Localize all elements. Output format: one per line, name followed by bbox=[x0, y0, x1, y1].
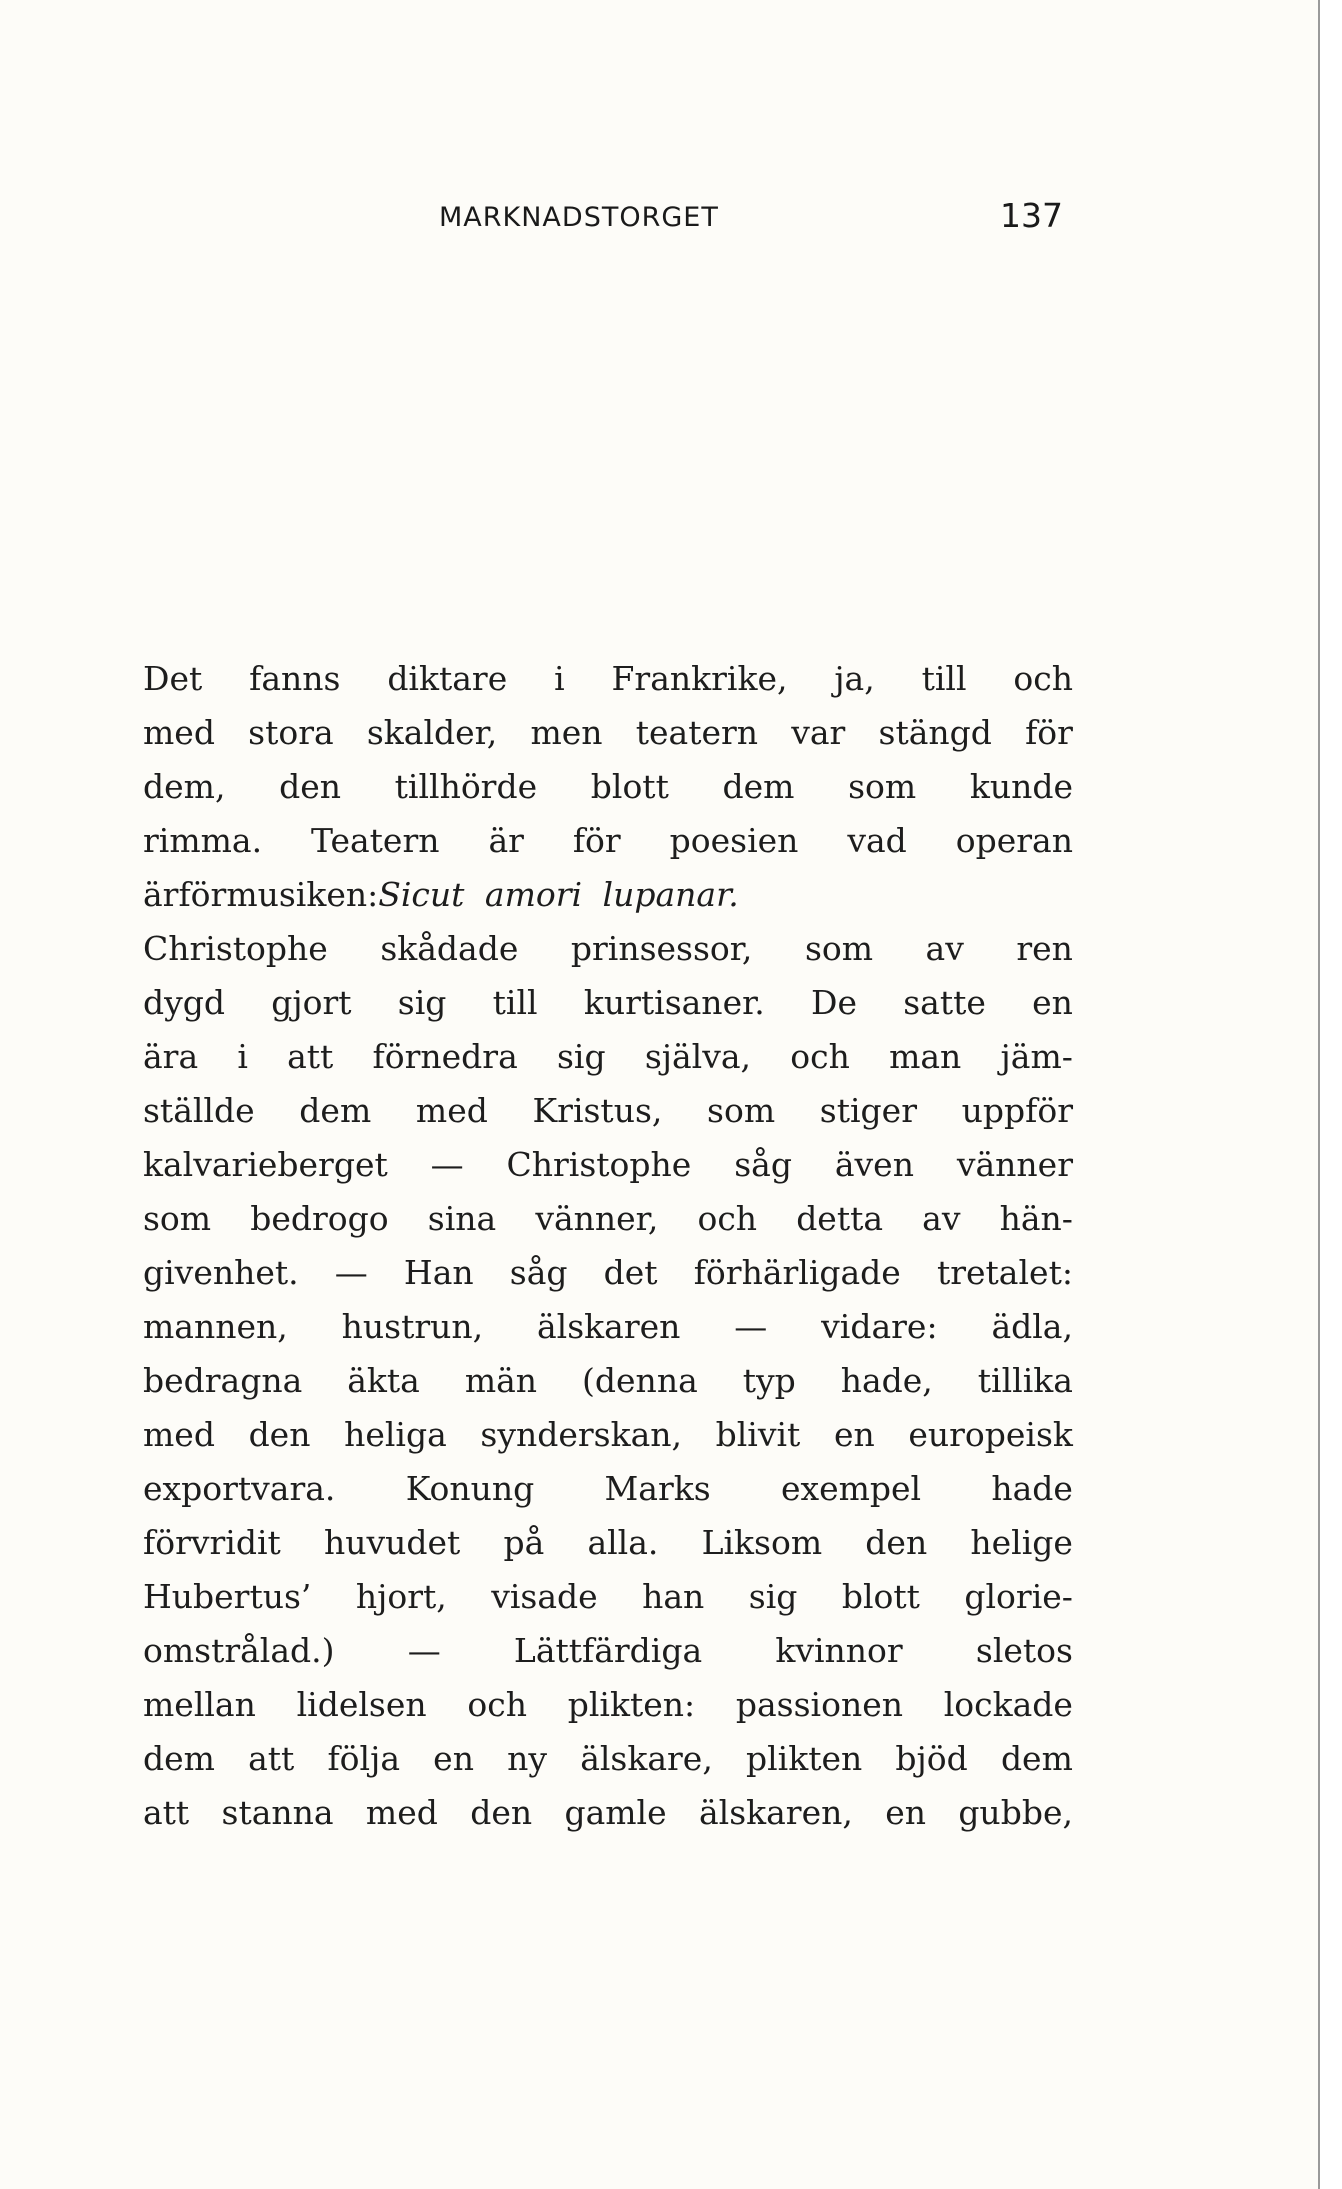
word: den bbox=[865, 1523, 928, 1562]
word: även bbox=[834, 1145, 914, 1184]
word: vidare: bbox=[821, 1307, 938, 1346]
running-head: MARKNADSTORGET bbox=[439, 202, 719, 233]
word: på bbox=[503, 1523, 545, 1562]
word: bjöd bbox=[895, 1739, 968, 1778]
word: tillika bbox=[977, 1361, 1073, 1400]
word: i bbox=[554, 659, 565, 698]
word: en bbox=[833, 1415, 875, 1454]
word: vänner bbox=[956, 1145, 1073, 1184]
word: gamle bbox=[564, 1793, 667, 1832]
word: diktare bbox=[387, 659, 508, 698]
word: satte bbox=[903, 983, 986, 1022]
text-line bbox=[143, 1462, 1073, 1516]
word: och bbox=[790, 1037, 850, 1076]
word: exportvara. bbox=[143, 1469, 336, 1508]
word: var bbox=[791, 713, 846, 752]
text-line bbox=[143, 760, 1073, 814]
word: att bbox=[143, 1793, 190, 1832]
word: sina bbox=[427, 1199, 497, 1238]
word: blivit bbox=[715, 1415, 801, 1454]
word: Christophe bbox=[506, 1145, 692, 1184]
word: han bbox=[642, 1577, 705, 1616]
word: sig bbox=[748, 1577, 798, 1616]
word: hän- bbox=[999, 1199, 1073, 1238]
text-line bbox=[143, 814, 1073, 868]
word: lockade bbox=[943, 1685, 1073, 1724]
word: följa bbox=[327, 1739, 401, 1778]
text-line bbox=[143, 1138, 1073, 1192]
word: hade bbox=[991, 1469, 1073, 1508]
word: (denna bbox=[582, 1361, 698, 1400]
word: kunde bbox=[969, 767, 1073, 806]
word: män bbox=[464, 1361, 538, 1400]
word: är bbox=[488, 821, 524, 860]
word: ära bbox=[143, 1037, 199, 1076]
word: Lättfärdiga bbox=[513, 1631, 703, 1670]
scan-margin bbox=[1320, 0, 1342, 2189]
word: visade bbox=[491, 1577, 598, 1616]
word: sig bbox=[397, 983, 447, 1022]
body-text bbox=[143, 652, 1073, 1840]
word: hade, bbox=[840, 1361, 933, 1400]
word: av bbox=[925, 929, 964, 968]
text-line bbox=[143, 868, 1073, 922]
word: det bbox=[603, 1253, 658, 1292]
word: för bbox=[572, 821, 621, 860]
text-line bbox=[143, 1570, 1073, 1624]
word: Marks bbox=[604, 1469, 711, 1508]
word: teatern bbox=[635, 713, 759, 752]
word: gjort bbox=[271, 983, 352, 1022]
word: blott bbox=[590, 767, 669, 806]
word: hjort, bbox=[355, 1577, 447, 1616]
word: att bbox=[287, 1037, 334, 1076]
word: med bbox=[365, 1793, 438, 1832]
word: Liksom bbox=[701, 1523, 823, 1562]
word: dem, bbox=[143, 767, 226, 806]
word: men bbox=[530, 713, 603, 752]
word: den bbox=[248, 1415, 311, 1454]
text-line bbox=[143, 1084, 1073, 1138]
word: Sicut amori lupanar. bbox=[378, 875, 739, 914]
word: ställde bbox=[143, 1091, 255, 1130]
word: såg bbox=[734, 1145, 792, 1184]
word: själva, bbox=[644, 1037, 752, 1076]
text-line bbox=[143, 1516, 1073, 1570]
word: prinsessor, bbox=[570, 929, 753, 968]
word: som bbox=[143, 1199, 212, 1238]
word: mannen, bbox=[143, 1307, 288, 1346]
word: som bbox=[848, 767, 917, 806]
word: Hubertus’ bbox=[143, 1577, 312, 1616]
word: gubbe, bbox=[958, 1793, 1073, 1832]
text-line bbox=[143, 1678, 1073, 1732]
word: givenhet. bbox=[143, 1253, 299, 1292]
word: hustrun, bbox=[341, 1307, 484, 1346]
word: dem bbox=[299, 1091, 372, 1130]
text-line bbox=[143, 706, 1073, 760]
text-line bbox=[143, 1246, 1073, 1300]
text-line bbox=[143, 1732, 1073, 1786]
word: Konung bbox=[405, 1469, 535, 1508]
word: poesien bbox=[669, 821, 799, 860]
word: ren bbox=[1016, 929, 1073, 968]
word: som bbox=[804, 929, 874, 968]
word: vad bbox=[847, 821, 907, 860]
word: — bbox=[334, 1253, 368, 1292]
word: glorie- bbox=[964, 1577, 1073, 1616]
word: lidelsen bbox=[296, 1685, 427, 1724]
word: plikten bbox=[745, 1739, 863, 1778]
text-line bbox=[143, 1030, 1073, 1084]
word: i bbox=[237, 1037, 248, 1076]
word: en bbox=[1032, 983, 1073, 1022]
word: med bbox=[143, 713, 215, 752]
word: kvinnor bbox=[775, 1631, 903, 1670]
word: skalder, bbox=[366, 713, 498, 752]
word: och bbox=[467, 1685, 527, 1724]
word: förhärligade bbox=[693, 1253, 901, 1292]
word: Han bbox=[403, 1253, 474, 1292]
word: huvudet bbox=[323, 1523, 461, 1562]
word: Det bbox=[143, 659, 203, 698]
word: vänner, bbox=[535, 1199, 659, 1238]
word: stiger bbox=[819, 1091, 917, 1130]
word: mellan bbox=[143, 1685, 256, 1724]
text-line bbox=[143, 652, 1073, 706]
word: Christophe bbox=[143, 929, 328, 968]
word: till bbox=[921, 659, 967, 698]
word: dygd bbox=[143, 983, 226, 1022]
word: exempel bbox=[780, 1469, 922, 1508]
word: helige bbox=[970, 1523, 1073, 1562]
word: stanna bbox=[221, 1793, 334, 1832]
word: för bbox=[178, 875, 227, 914]
word: den bbox=[470, 1793, 533, 1832]
text-line bbox=[143, 1624, 1073, 1678]
word: som bbox=[707, 1091, 776, 1130]
word: älskaren, bbox=[698, 1793, 853, 1832]
word: en bbox=[885, 1793, 926, 1832]
word: såg bbox=[509, 1253, 568, 1292]
word: en bbox=[433, 1739, 474, 1778]
word: europeisk bbox=[908, 1415, 1073, 1454]
word: kalvarieberget bbox=[143, 1145, 388, 1184]
text-line bbox=[143, 922, 1073, 976]
word: rimma. bbox=[143, 821, 263, 860]
word: skådade bbox=[380, 929, 519, 968]
word: synderskan, bbox=[480, 1415, 683, 1454]
word: musiken: bbox=[226, 875, 379, 914]
word: av bbox=[922, 1199, 961, 1238]
word: tretalet: bbox=[936, 1253, 1073, 1292]
word: Frankrike, bbox=[611, 659, 788, 698]
word: typ bbox=[742, 1361, 796, 1400]
word: omstrålad.) bbox=[143, 1631, 335, 1670]
word: äkta bbox=[347, 1361, 420, 1400]
word: alla. bbox=[587, 1523, 659, 1562]
word: — bbox=[407, 1631, 441, 1670]
text-line bbox=[143, 1408, 1073, 1462]
word: dem bbox=[143, 1739, 215, 1778]
word: för bbox=[1025, 713, 1073, 752]
text-line bbox=[143, 1300, 1073, 1354]
word: tillhörde bbox=[394, 767, 538, 806]
word: man bbox=[889, 1037, 962, 1076]
word: blott bbox=[841, 1577, 920, 1616]
word: den bbox=[279, 767, 341, 806]
word: sletos bbox=[975, 1631, 1073, 1670]
text-line bbox=[143, 1192, 1073, 1246]
word: dem bbox=[1000, 1739, 1073, 1778]
word: och bbox=[1013, 659, 1073, 698]
word: förnedra bbox=[372, 1037, 518, 1076]
word: sig bbox=[556, 1037, 606, 1076]
word: ädla, bbox=[991, 1307, 1073, 1346]
text-line bbox=[143, 1354, 1073, 1408]
word: bedragna bbox=[143, 1361, 303, 1400]
word: ny bbox=[507, 1739, 548, 1778]
word: älskare, bbox=[580, 1739, 713, 1778]
word: med bbox=[143, 1415, 215, 1454]
page-number: 137 bbox=[1000, 196, 1063, 235]
word: Kristus, bbox=[532, 1091, 663, 1130]
word: plikten: bbox=[567, 1685, 696, 1724]
word: till bbox=[492, 983, 538, 1022]
word: är bbox=[143, 875, 179, 914]
word: — bbox=[734, 1307, 768, 1346]
word: att bbox=[248, 1739, 295, 1778]
word: kurtisaner. bbox=[583, 983, 765, 1022]
word: ja, bbox=[834, 659, 875, 698]
word: jäm- bbox=[1000, 1037, 1073, 1076]
word: dem bbox=[722, 767, 795, 806]
word: — bbox=[430, 1145, 464, 1184]
word: passionen bbox=[735, 1685, 903, 1724]
text-line bbox=[143, 1786, 1073, 1840]
word: heliga bbox=[344, 1415, 447, 1454]
word: med bbox=[415, 1091, 488, 1130]
word: operan bbox=[955, 821, 1073, 860]
word: De bbox=[810, 983, 857, 1022]
word: stängd bbox=[878, 713, 992, 752]
word: förvridit bbox=[143, 1523, 281, 1562]
word: bedrogo bbox=[250, 1199, 389, 1238]
word: stora bbox=[248, 713, 334, 752]
word: Teatern bbox=[311, 821, 440, 860]
word: detta bbox=[796, 1199, 884, 1238]
text-line bbox=[143, 976, 1073, 1030]
word: uppför bbox=[961, 1091, 1073, 1130]
word: och bbox=[697, 1199, 758, 1238]
word: fanns bbox=[249, 659, 341, 698]
word: älskaren bbox=[536, 1307, 681, 1346]
